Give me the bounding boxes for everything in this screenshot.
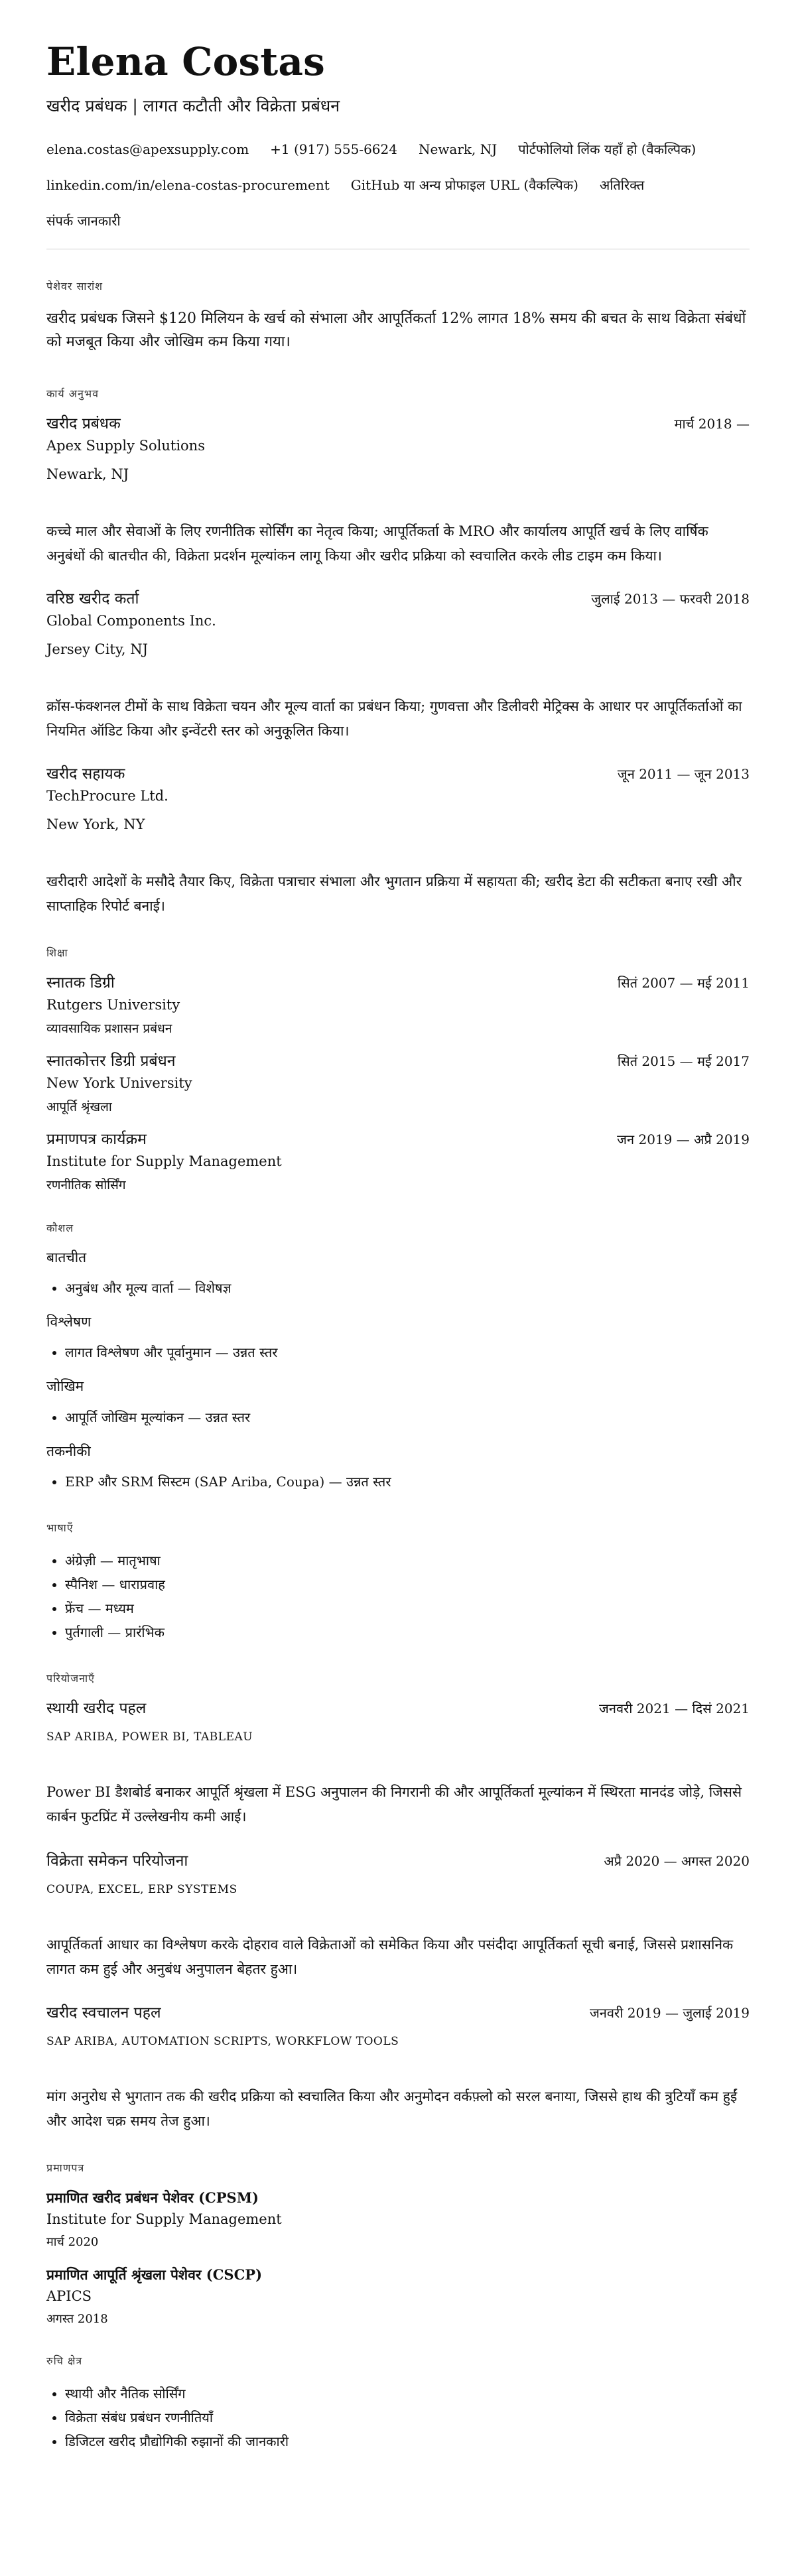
resume-header (46, 41, 750, 249)
certification-issuer: APICS (46, 2288, 92, 2305)
education-dates: सितं 2007 — मई 2011 (617, 974, 750, 991)
project-tech: COUPA, EXCEL, ERP SYSTEMS (46, 1882, 237, 1896)
language-item: • स्पैनिश — धाराप्रवाह (65, 1573, 750, 1596)
job-company: Global Components Inc. (46, 612, 216, 629)
school-name: Institute for Supply Management (46, 1153, 282, 1169)
section-title: शिक्षा (46, 946, 68, 959)
project-dates: जनवरी 2021 — दिसं 2021 (599, 1701, 750, 1717)
job-dates: मार्च 2018 — (674, 415, 750, 432)
language-item: • फ्रेंच — मध्यम (65, 1596, 750, 1620)
language-item: • अंग्रेज़ी — मातृभाषा (65, 1549, 750, 1573)
job-company: Apex Supply Solutions (46, 437, 205, 454)
interest-item: • विक्रेता संबंध प्रबंधन रणनीतियाँ (65, 2406, 750, 2429)
phone-number[interactable]: +1 (917) 555-6624 (270, 141, 397, 158)
skill-group-title: विश्लेषण (46, 1314, 92, 1330)
interests-section (46, 2354, 750, 2453)
linkedin-link[interactable]: linkedin.com/in/elena-costas-procurement (46, 177, 330, 194)
education-section (46, 946, 750, 1194)
education-dates: जन 2019 — अप्रै 2019 (617, 1131, 750, 1147)
certification-name: प्रमाणित आपूर्ति श्रृंखला पेशेवर (CSCP) (46, 2266, 263, 2283)
section-title: परियोजनाएँ (46, 1672, 95, 1685)
skill-item: • अनुबंध और मूल्य वार्ता — विशेषज्ञ (65, 1276, 750, 1300)
skill-item: • लागत विश्लेषण और पूर्वानुमान — उन्नत स्तर (65, 1340, 750, 1364)
summary-text: खरीद प्रबंधक जिसने $120 मिलियन के खर्च को संभाला और आपूर्तिकर्ता 12% लागत 18% समय की बचत के साथ विक्रेता संबंधों को मजबूत किया और जोखिम कम किया गया। (46, 310, 746, 351)
certification-date: मार्च 2020 (46, 2234, 99, 2249)
project-tech: SAP ARIBA, AUTOMATION SCRIPTS, WORKFLOW TOOLS (46, 2035, 399, 2049)
portfolio-link[interactable]: पोर्टफोलियो लिंक यहाँ हो (वैकल्पिक) (518, 141, 696, 158)
section-title: रुचि क्षेत्र (46, 2354, 83, 2367)
project-description: आपूर्तिकर्ता आधार का विश्लेषण करके दोहराव वाले विक्रेताओं को समेकित किया और पसंदीदा आपूर्तिकर्ता सूची बनाई, जिससे प्रशासनिक लागत कम हुई और अनुबंध अनुपालन बेहतर हुआ। (46, 1936, 734, 1977)
skill-group-title: तकनीकी (46, 1443, 91, 1459)
field-of-study: आपूर्ति श्रृंखला (46, 1100, 112, 1114)
contact-row-1 (46, 141, 750, 157)
contact-row-2 (46, 177, 750, 193)
certification-date: अगस्त 2018 (46, 2311, 108, 2326)
project-dates: अप्रै 2020 — अगस्त 2020 (604, 1852, 750, 1869)
candidate-name: Elena Costas (46, 39, 326, 84)
job-dates: जून 2011 — जून 2013 (617, 765, 750, 782)
field-of-study: रणनीतिक सोर्सिंग (46, 1177, 126, 1192)
skill-group (46, 1443, 750, 1494)
contact-row-3 (46, 213, 750, 229)
project-tech: SAP ARIBA, POWER BI, TABLEAU (46, 1730, 253, 1744)
job-location: New York, NY (46, 816, 145, 832)
job-dates: जुलाई 2013 — फरवरी 2018 (591, 590, 750, 607)
experience-item (46, 590, 750, 743)
section-title: कौशल (46, 1221, 74, 1234)
summary-section (46, 280, 750, 354)
job-location: Newark, NJ (46, 466, 129, 482)
certification-name: प्रमाणित खरीद प्रबंधन पेशेवर (CPSM) (46, 2189, 259, 2206)
education-item (46, 1052, 750, 1116)
field-of-study: व्यावसायिक प्रशासन प्रबंधन (46, 1021, 172, 1037)
section-title: पेशेवर सारांश (46, 280, 103, 293)
experience-section (46, 387, 750, 919)
headline: खरीद प्रबंधक | लागत कटौती और विक्रेता प्रबंधन (46, 96, 340, 115)
interest-item: • स्थायी और नैतिक सोर्सिंग (65, 2382, 750, 2406)
job-description: क्रॉस-फंक्शनल टीमों के साथ विक्रेता चयन और मूल्य वार्ता का प्रबंधन किया; गुणवत्ता और डिलीवरी मेट्रिक्स के आधार पर आपूर्तिकर्ताओं का नियमित ऑडिट किया और इन्वेंटरी स्तर को अनुकूलित किया। (46, 698, 742, 740)
location: Newark, NJ (418, 141, 498, 158)
job-location: Jersey City, NJ (46, 641, 149, 657)
job-company: TechProcure Ltd. (46, 787, 168, 804)
job-description: कच्चे माल और सेवाओं के लिए रणनीतिक सोर्सिंग का नेतृत्व किया; आपूर्तिकर्ता के MRO और कार्यालय आपूर्ति खर्च के लिए वार्षिक अनुबंधों की बातचीत की, विक्रेता प्रदर्शन मूल्यांकन लागू किया और खरीद प्रक्रिया को स्वचालित करके लीड टाइम कम किया। (46, 523, 708, 564)
job-title: खरीद प्रबंधक (46, 415, 121, 432)
job-title: खरीद सहायक (46, 765, 125, 783)
languages-section (46, 1521, 750, 1644)
project-description: Power BI डैशबोर्ड बनाकर आपूर्ति श्रृंखला में ESG अनुपालन की निगरानी की और आपूर्तिकर्ता मूल्यांकन में स्थिरता मानदंड जोड़े, जिससे कार्बन फुटप्रिंट में उल्लेखनीय कमी आई। (46, 1784, 742, 1825)
skill-group (46, 1249, 750, 1300)
section-title: प्रमाणपत्र (46, 2161, 85, 2174)
degree-title: स्नातकोत्तर डिग्री प्रबंधन (46, 1052, 176, 1070)
skill-group (46, 1378, 750, 1429)
project-title: खरीद स्वचालन पहल (46, 2004, 161, 2022)
projects-section (46, 1672, 750, 2134)
contact-info-label: संपर्क जानकारी (46, 213, 121, 229)
project-title: स्थायी खरीद पहल (46, 1700, 147, 1718)
project-title: विक्रेता समेकन परियोजना (46, 1852, 188, 1870)
education-dates: सितं 2015 — मई 2017 (617, 1053, 750, 1069)
certifications-section (46, 2161, 750, 2327)
project-item (46, 2004, 750, 2133)
skill-group-title: बातचीत (46, 1249, 87, 1265)
interest-item: • डिजिटल खरीद प्रौद्योगिकी रुझानों की जानकारी (65, 2429, 750, 2453)
project-description: मांग अनुरोध से भुगतान तक की खरीद प्रक्रिया को स्वचालित किया और अनुमोदन वर्कफ़्लो को सरल बनाया, जिससे हाथ की त्रुटियाँ कम हुईं और आदेश चक्र समय तेज हुआ। (46, 2089, 738, 2130)
skill-group-title: जोखिम (46, 1378, 84, 1395)
school-name: New York University (46, 1074, 192, 1091)
experience-item (46, 415, 750, 568)
github-link[interactable]: GitHub या अन्य प्रोफाइल URL (वैकल्पिक) (350, 177, 578, 194)
section-title: भाषाएँ (46, 1521, 74, 1534)
certification-item (46, 2189, 750, 2250)
job-description: खरीदारी आदेशों के मसौदे तैयार किए, विक्रेता पत्राचार संभाला और भुगतान प्रक्रिया में सहायता की; खरीद डेटा की सटीकता बनाए रखी और साप्ताहिक रिपोर्ट बनाई। (46, 873, 742, 914)
project-dates: जनवरी 2019 — जुलाई 2019 (589, 2005, 750, 2022)
job-title: वरिष्ठ खरीद कर्ता (46, 590, 139, 608)
email-link[interactable]: elena.costas@apexsupply.com (46, 141, 249, 158)
experience-item (46, 765, 750, 919)
skill-group (46, 1313, 750, 1364)
project-item (46, 1852, 750, 1981)
language-item: • पुर्तगाली — प्रारंभिक (65, 1620, 750, 1644)
degree-title: प्रमाणपत्र कार्यक्रम (46, 1130, 147, 1148)
certification-issuer: Institute for Supply Management (46, 2211, 282, 2228)
education-item (46, 1130, 750, 1194)
skill-item: • आपूर्ति जोखिम मूल्यांकन — उन्नत स्तर (65, 1405, 750, 1429)
school-name: Rutgers University (46, 996, 180, 1013)
education-item (46, 974, 750, 1037)
project-item (46, 1699, 750, 1829)
degree-title: स्नातक डिग्री (46, 974, 115, 992)
section-title: कार्य अनुभव (46, 387, 100, 400)
skills-section (46, 1222, 750, 1494)
certification-item (46, 2266, 750, 2327)
skill-item: • ERP और SRM सिस्टम (SAP Ariba, Coupa) — उन्नत स्तर (65, 1470, 750, 1494)
extra-contact: अतिरिक्त (599, 177, 645, 194)
